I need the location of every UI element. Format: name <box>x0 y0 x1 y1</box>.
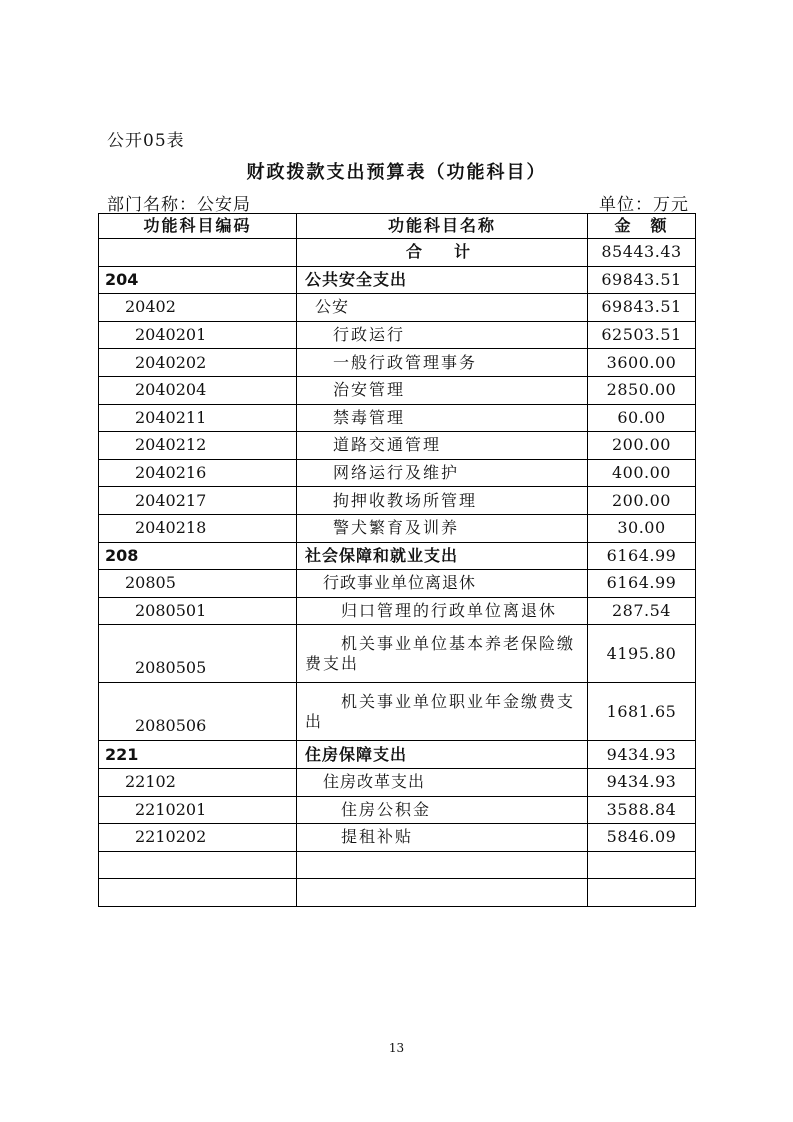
empty-row <box>99 879 696 907</box>
empty-cell <box>588 879 696 907</box>
unit-label: 单位：万元 <box>599 195 689 215</box>
table-row <box>99 824 696 852</box>
row-code: 208 <box>99 542 297 570</box>
empty-cell <box>99 851 297 879</box>
row-code: 2040202 <box>99 349 297 377</box>
table-row <box>99 597 696 625</box>
table-row <box>99 404 696 432</box>
row-code: 204 <box>99 266 297 294</box>
column-header-name: 功能科目名称 <box>297 214 588 239</box>
row-name: 提租补贴 <box>297 824 588 852</box>
table-row <box>99 768 696 796</box>
row-code: 2040211 <box>99 404 297 432</box>
row-name <box>297 683 588 741</box>
table-row <box>99 432 696 460</box>
column-header-code: 功能科目编码 <box>99 214 297 239</box>
column-header-amount: 金 额 <box>588 214 696 239</box>
row-amount: 2850.00 <box>588 376 696 404</box>
table-row <box>99 542 696 570</box>
empty-cell <box>99 879 297 907</box>
row-name: 住房保障支出 <box>297 741 588 769</box>
row-amount: 30.00 <box>588 514 696 542</box>
row-code: 2080501 <box>99 597 297 625</box>
row-name <box>297 625 588 683</box>
table-row <box>99 294 696 322</box>
row-amount: 4195.80 <box>588 625 696 683</box>
row-code: 2040216 <box>99 459 297 487</box>
row-amount: 287.54 <box>588 597 696 625</box>
row-amount: 400.00 <box>588 459 696 487</box>
row-name: 归口管理的行政单位离退休 <box>297 597 588 625</box>
row-name: 一般行政管理事务 <box>297 349 588 377</box>
row-code: 221 <box>99 741 297 769</box>
row-name: 禁毒管理 <box>297 404 588 432</box>
empty-row <box>99 851 696 879</box>
row-code: 20402 <box>99 294 297 322</box>
table-row <box>99 459 696 487</box>
row-amount: 200.00 <box>588 432 696 460</box>
row-amount: 60.00 <box>588 404 696 432</box>
table-row <box>99 266 696 294</box>
page-number: 13 <box>388 1041 405 1055</box>
table-row <box>99 683 696 741</box>
row-name: 社会保障和就业支出 <box>297 542 588 570</box>
row-amount: 3588.84 <box>588 796 696 824</box>
total-row <box>99 239 696 267</box>
table-row <box>99 376 696 404</box>
row-name-text: 机关事业单位基本养老保险缴费支出 <box>305 633 576 673</box>
row-name: 道路交通管理 <box>297 432 588 460</box>
row-code: 2080506 <box>99 683 297 741</box>
table-row <box>99 570 696 598</box>
table-header-row <box>99 214 696 239</box>
row-code: 22102 <box>99 768 297 796</box>
row-name: 行政运行 <box>297 321 588 349</box>
table-row <box>99 796 696 824</box>
page-title: 财政拨款支出预算表（功能科目） <box>246 162 547 183</box>
row-code: 2210201 <box>99 796 297 824</box>
row-code: 2210202 <box>99 824 297 852</box>
table-row <box>99 514 696 542</box>
total-code-cell <box>99 239 297 267</box>
row-name: 住房公积金 <box>297 796 588 824</box>
empty-cell <box>297 879 588 907</box>
row-amount: 5846.09 <box>588 824 696 852</box>
table-row <box>99 625 696 683</box>
row-amount: 62503.51 <box>588 321 696 349</box>
table-row <box>99 741 696 769</box>
row-code: 2040218 <box>99 514 297 542</box>
total-amount: 85443.43 <box>588 239 696 267</box>
table-row <box>99 487 696 515</box>
department-name: 部门名称：公安局 <box>107 195 251 215</box>
row-name: 行政事业单位离退休 <box>297 570 588 598</box>
row-amount: 9434.93 <box>588 741 696 769</box>
row-name: 治安管理 <box>297 376 588 404</box>
total-label: 合 计 <box>297 239 588 267</box>
row-amount: 69843.51 <box>588 294 696 322</box>
row-name: 公安 <box>297 294 588 322</box>
row-code: 20805 <box>99 570 297 598</box>
row-code: 2040204 <box>99 376 297 404</box>
row-name: 住房改革支出 <box>297 768 588 796</box>
table-row <box>99 321 696 349</box>
row-code: 2040212 <box>99 432 297 460</box>
row-code: 2040217 <box>99 487 297 515</box>
table-row <box>99 349 696 377</box>
row-amount: 9434.93 <box>588 768 696 796</box>
row-name: 拘押收教场所管理 <box>297 487 588 515</box>
row-amount: 3600.00 <box>588 349 696 377</box>
row-name-text: 机关事业单位职业年金缴费支出 <box>305 691 576 731</box>
row-name: 网络运行及维护 <box>297 459 588 487</box>
empty-cell <box>588 851 696 879</box>
row-amount: 200.00 <box>588 487 696 515</box>
row-amount: 6164.99 <box>588 570 696 598</box>
row-amount: 1681.65 <box>588 683 696 741</box>
row-amount: 69843.51 <box>588 266 696 294</box>
row-code: 2040201 <box>99 321 297 349</box>
row-name: 公共安全支出 <box>297 266 588 294</box>
row-name: 警犬繁育及训养 <box>297 514 588 542</box>
row-amount: 6164.99 <box>588 542 696 570</box>
row-code: 2080505 <box>99 625 297 683</box>
budget-table <box>98 213 696 907</box>
empty-cell <box>297 851 588 879</box>
table-number-label: 公开05表 <box>107 131 185 151</box>
